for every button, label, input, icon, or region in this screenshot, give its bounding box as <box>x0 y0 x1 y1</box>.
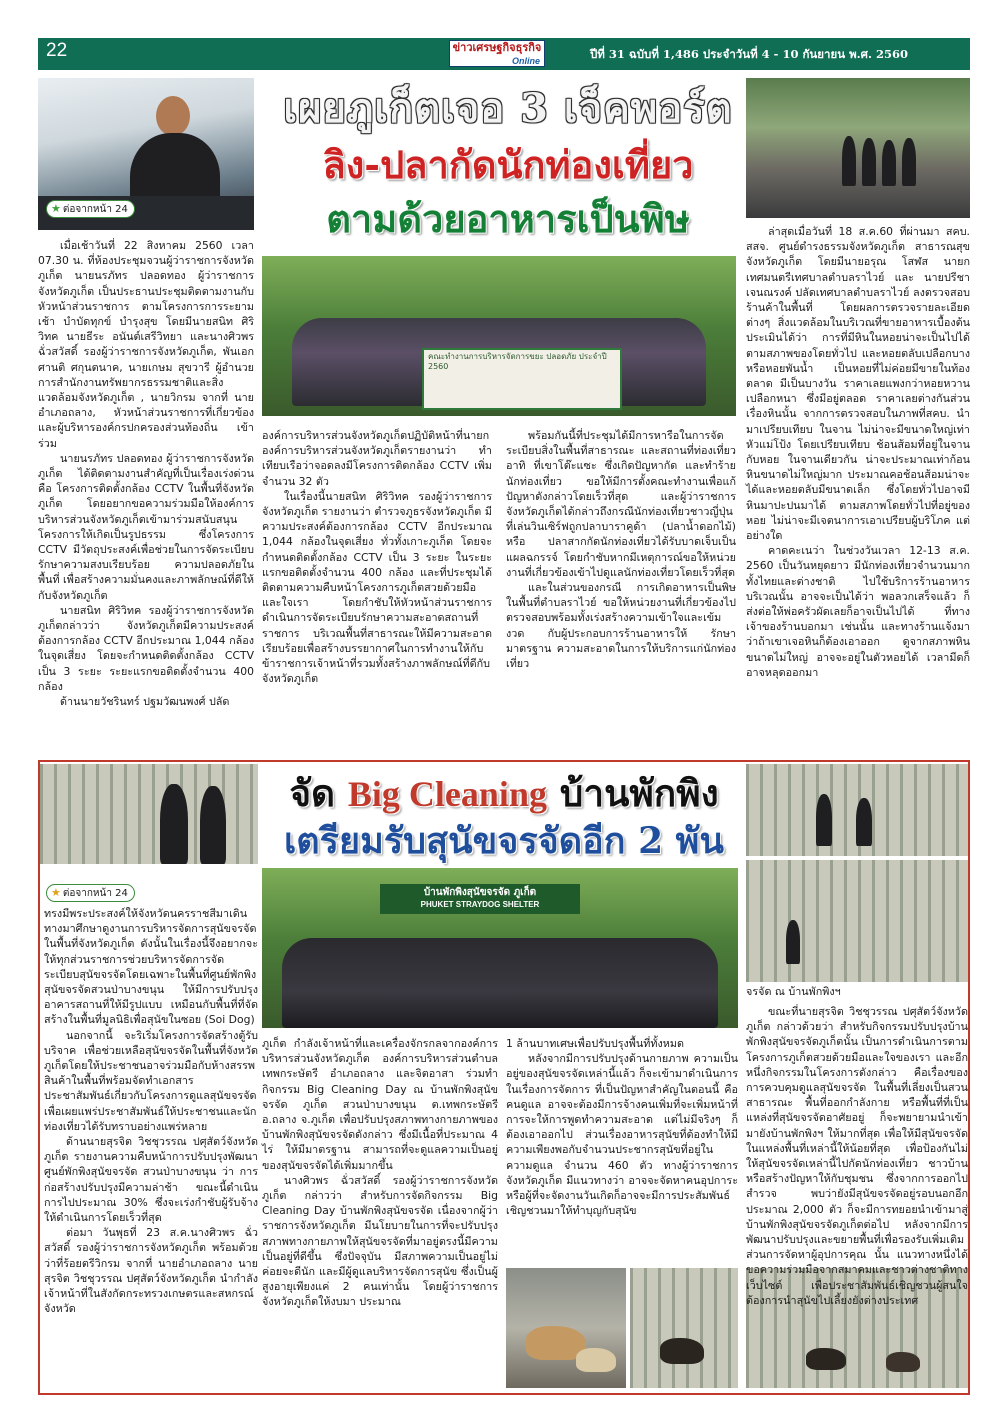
photo-dogs-right <box>630 1268 738 1388</box>
newspaper-logo <box>449 40 545 67</box>
shelter-sign <box>380 884 580 914</box>
paragraph: ขณะที่นายสุรจิต วิชชุวรรณ ปศุสัตว์จังหวัดภูเก็ต กล่าวด้วยว่า สำหรับกิจกรรมปรับปรุงบ้านพักพิงสุนัขจรจัดภูเก็ตนั้น เป็นการดำเนินการตามโครงการภูเก็ตสวยด้วยมือและใจของเรา และอีกหนึ่งกิจกรรมในโครงการดังกล่าว คือเรื่องของการควบคุมดูแลสุนัขจรจัด ในพื้นที่เลี่ยงเป็นสวนสาธารณะ พื้นที่ออกกำลังกาย หรือพื้นที่ที่เป็นแหล่งที่สุนัขจรจัดอาศัยอยู่ ก็จะพยายามนำเข้ามายังบ้านพักพิงฯ ให้มากที่สุด เพื่อให้มีสุนัขจรจัดในแหล่งพื้นที่เหล่านี้ให้น้อยที่สุด เพื่อป้องกันไม่ให้สุนัขจรจัดเหล่านี้ไปกัดนักท่องเที่ยว ชาวบ้าน หรือสร้างปัญหาให้กับชุมชน ซึ่งจากการออกไปสำรวจ พบว่ายังมีสุนัขจรจัดอยู่รอบนอกอีกประมาณ 2,000 ตัว ก็จะมีการทยอยนำเข้ามาสู่บ้านพักพิงสุนัขจรจัดภูเก็ตต่อไป หลังจากมีการพัฒนาปรับปรุงและขยายพื้นที่เพื่อรองรับเพิ่มเติม ส่วนการจัดหาผู้อุปการคุณ นั้น แนวทางหนึ่งได้ขอความร่วมมือจากสมาคมและชาวต่างชาติทางเว็บไซต์ เพื่อประชาสัมพันธ์เชิญชวนผู้สนใจต้องการนำสุนัขไปเลี้ยงยังต่างประเทศ <box>746 1005 968 1307</box>
paragraph: 1 ล้านบาทเศษเพื่อปรับปรุงพื้นที่ทั้งหมด <box>506 1037 685 1050</box>
issue-info: ปีที่ 31 ฉบับที่ 1,486 ประจำวันที่ 4 - 10 กันยายน พ.ศ. 2560 <box>590 47 908 61</box>
photo-figure <box>816 794 832 846</box>
paragraph: ล่าสุดเมื่อวันที่ 18 ส.ค.60 ที่ผ่านมา สคบ. สสจ. ศูนย์ดำรงธรรมจังหวัดภูเก็ต สาธารณสุขจังหวัดภูเก็ต โดยมีนายอรุณ โสฬส นายกเทศมนตรีเทศบาลตำบลราไวย์ และ นายปรีชา เจนณรงค์ ปลัดเทศบาลตำบลราไวย์ ลงตรวจสอบร้านค้าในพื้นที่ โดยผลการตรวจรายละเอียดต่างๆ สิ่งแวดล้อมในบริเวณที่ขายอาหารเบื้องต้น ประเมินได้ว่า การที่มีหินในหอยน่าจะเป็นไปได้ตามสภาพของโดยทั่วไป และหอยตลับเปลือกบางหรือหอยพันน้ำ เป็นหอยที่ไม่ค่อยมีขายในท้องตลาด มีเป็นบางวัน ราคาเลยแพงกว่าหอยหวานเปลือกหนา ซึ่งมีอยู่ตลอด ราคาเลยต่างกันส่วนเรื่องหินนั้น จากการตรวจสอบในภาพที่สคบ. นำมาเปรียบเทียบ ในจาน ไม่น่าจะมีขนาดใหญ่เท่าหัวแม่โป้ง โดยเปรียบเทียบ ช้อนส้อมที่อยู่ในจานกับหอย ในจานเดียวกัน น่าจะประมาณเท่าก้อนหินขนาดไม่ใหญ่มาก ประมาณคอช้อนส้อมน่าจะได้และหอยตลับมีขนาดเล็ก ซึ่งโดยทั่วไปอาจมีหินมาปะปนมาได้ ตามสภาพโดยทั่วไปที่อยู่ของหอย ไม่น่าจะมีเจตนาการเอาเปรียบผู้บริโภค แต่อย่างใด <box>746 225 970 543</box>
continued-label: ต่อจากหน้า 24 <box>62 888 128 899</box>
article2-column-1 <box>44 906 258 1390</box>
photo-figure <box>786 920 800 964</box>
photo-figure <box>862 138 876 186</box>
photo-shelter-group <box>262 868 738 1028</box>
paragraph: นางศิวพร ฉั่วสวัสดิ์ รองผู้ว่าราชการจังหวัดภูเก็ต กล่าวว่า สำหรับการจัดกิจกรรม Big Cleaning Day บ้านพักพิงสุนัขจรจัด เนื่องจากผู้ว่าราชการจังหวัดภูเก็ต มีนโยบายในการที่จะปรับปรุงสภาพทางกายภาพให้สุนัขจรจัดที่มาอยู่ตรงนี้มีความเป็นอยู่ที่ดีขึ้น ซึ่งปัจจุบัน มีสภาพความเป็นอยู่ไม่ค่อยจะดีนัก และมีผู้ดูแลบริหารจัดการสุนัข ซึ่งเป็นผู้สูงอายุเพียงแค่ 2 คนเท่านั้น โดยผู้ว่าราชการจังหวัดภูเก็ตให้งบมา ประมาณ <box>262 1173 498 1309</box>
caption-right: จรจัด ณ บ้านพักพิงฯ <box>746 985 841 998</box>
continued-tag-2 <box>46 884 135 902</box>
photo-shelter-cages <box>746 764 968 856</box>
star-icon: ★ <box>51 886 61 899</box>
paragraph: ด้านนายวัชรินทร์ ปฐมวัฒนพงศ์ ปลัด <box>60 695 230 709</box>
headline-1-line-3: ตามด้วยอาหารเป็นพิษ <box>326 196 690 241</box>
paragraph: ภูเก็ต กำลังเจ้าหน้าที่และเครื่องจักรกลจากองค์การบริหารส่วนจังหวัดภูเก็ต องค์การบริหารส่วนตำบลเทพกระษัตรี อำเภอถลาง และจิตอาสา ร่วมทำกิจกรรม Big Cleaning Day ณ บ้านพักพิงสุนัขจรจัด ภูเก็ต สวนป่าบางขนุน ต.เทพกระษัตรี อ.ถลาง จ.ภูเก็ต เพื่อปรับปรุงสภาพทางกายภาพของบ้านพักพิงสุนัขจรจัดดังกล่าว ซึ่งมีเนื้อที่ประมาณ 4 ไร่ ให้มีมาตรฐาน สามารถที่จะดูแลความเป็นอยู่ของสุนัขจรจัดได้เพิ่มมากขึ้น <box>262 1037 498 1172</box>
article1-column-1 <box>38 238 254 746</box>
headline-2-post: บ้านพักพิง <box>546 771 719 815</box>
paragraph: หลังจากมีการปรับปรุงด้านกายภาพ ความเป็นอยู่ของสุนัขจรจัดเหล่านี้แล้ว ก็จะเข้ามาดำเนินการในเรื่องการจัดการ ที่เป็นปัญหาสำคัญในตอนนี้ คือคนดูแล อาจจะต้องมีการจ้างคนเพิ่มที่จะเพิ่มหน้าที่การจะให้การพูดทำความสะอาด แต่ไม่มีจริงๆ ก็ต้องเอาออกไป ส่วนเรื่องอาหารสุนัขที่ต้องทำให้มีความเพียงพอกับจำนวนประชากรสุนัขที่อยู่ในความดูแล จำนวน 460 ตัว ทางผู้ว่าราชการจังหวัดภูเก็ต มีแนวทางว่า อาจจะจัดหาคนอุปการะ หรือผู้ที่จะจัดงานวันเกิดก็อาจจะมีการประสัมพันธ์เชิญชวนมาให้ทำบุญกับสุนัข <box>506 1052 738 1218</box>
photo-market-inspection <box>746 78 970 218</box>
photo-dog <box>576 1348 616 1372</box>
continued-tag-1 <box>46 200 135 218</box>
headline-1-line-1: เผยภูเก็ตเจอ 3 เจ็คพอร์ต <box>283 85 733 132</box>
sign-english: PHUKET STRAYDOG SHELTER <box>420 900 540 909</box>
photo-dog <box>806 1348 846 1370</box>
paragraph: ทรงมีพระประสงค์ให้จังหวัดนครราชสีมาเดินทางมาศึกษาดูงานการบริหารจัดการสุนัขจรจัดในพื้นที่จังหวัดภูเก็ต ดังนั้นในเรื่องนี้จึงอยากจะให้ทุกส่วนราชการช่วยบริหารจัดการจัดระเบียบสุนัขจรจัดโดยเฉพาะในพื้นที่ศูนย์พักพิงสุนัขจรจัดสวนป่าบางขนุน ให้มีการปรับปรุงอาคารสถานที่ให้มีรูปแบบ เหมือนกับพื้นที่ที่จัดสร้างในพื้นที่มูลนิธิเพื่อสุนัขในซอย (Soi Dog) <box>44 907 258 1027</box>
photo-crowd <box>282 938 718 1028</box>
article2-column-3 <box>506 1036 738 1262</box>
photo-figure <box>902 138 916 186</box>
logo-title: ข่าวเศรษฐกิจธุรกิจ <box>452 42 542 54</box>
photo-figure <box>882 140 896 186</box>
photo-dogs-left <box>506 1268 626 1388</box>
photo-banner <box>422 348 622 410</box>
photo-group-meeting <box>262 256 736 416</box>
paragraph: นายนรภัทร ปลอดทอง ผู้ว่าราชการจังหวัดภูเก็ต ได้ติดตามงานสำคัญที่เป็นเรื่องเร่งด่วน คือ โครงการติดตั้งกล้อง CCTV ในพื้นที่จังหวัดภูเก็ต โดยอยากขอความร่วมมือให้องค์การบริหารส่วนจังหวัดภูเก็ตเข้ามาร่วมสนับสนุนโครงการให้เกิดเป็นรูปธรรม ซึ่งโครงการ CCTV มีวัตถุประสงค์เพื่อช่วยในการจัดระเบียบรักษาความสงบเรียบร้อย ความปลอดภัยในพื้นที่ เพื่อสร้างความมั่นคงและภาพลักษณ์ที่ดีให้กับจังหวัดภูเก็ต <box>38 451 254 602</box>
page-number: 22 <box>46 40 68 61</box>
paragraph: เมื่อเช้าวันที่ 22 สิงหาคม 2560 เวลา 07.30 น. ที่ห้องประชุมจวนผู้ว่าราชการจังหวัดภูเก็ต นายนรภัทร ปลอดทอง ผู้ว่าราชการจังหวัดภูเก็ต เป็นประธานประชุมติดตามงานกับหัวหน้าส่วนราชการ ตามโครงการการระยามเช้า บำบัดทุกข์ บำรุงสุข โดยมีนายสนิท ศิริวิทค นายธีระ อนันต์เสรีวิทยา และนางศิวพร ฉั่วสวัสดิ์ รองผู้ว่าราชการจังหวัดภูเก็ต, พันเอก ศานติ ศกุนตนาค, นายเกษม สุขวารี ผู้อำนวยการสำนักงานทรัพยากรธรรมชาติและสิ่งแวดล้อมจังหวัดภูเก็ต , นายวิกรม จากที่ นายอำเภอถลาง, หัวหน้าส่วนราชการที่เกี่ยวข้อง และผู้บริหารองค์กรปกครองส่วนท้องถิ่น เข้าร่วม <box>38 239 254 450</box>
paragraph: พร้อมกันนี้ที่ประชุมได้มีการหารือในการจัดระเบียบสิ่งในพื้นที่สาธารณะ และสถานที่ท่องเที่ยว อาทิ ที่เขาโต๊ะแซะ ซึ่งเกิดปัญหากัด และทำร้ายนักท่องเที่ยว ขอให้มีการตั้งคณะทำงานเพื่อแก้ปัญหาดังกล่าวโดยเร็วที่สุด และผู้ว่าราชการจังหวัดภูเก็ตได้กล่าวถึงกรณีนักท่องเที่ยวชาวญี่ปุ่นที่เล่นวินเซิร์ฟถูกปลาบาราคูด้า (ปลาน้ำดอกไม้) หรือ ปลาสากกัดนักท่องเที่ยวได้รับบาดเจ็บเป็นแผลฉกรรจ์ โดยกำชับหากมีเหตุการณ์ขอให้หน่วยงานที่เกี่ยวข้องเข้าไปดูแลนักท่องเที่ยวโดยเร็วที่สุด <box>506 429 736 579</box>
photo-dog <box>886 1352 920 1372</box>
paragraph: ในเรื่องนี้นายสนิท ศิริวิทค รองผู้ว่าราชการจังหวัดภูเก็ต รายงานว่า ตำรวจภูธรจังหวัดภูเก็ต มีความประสงค์ต้องการกล้อง CCTV อีกประมาณ 1,044 กล้องในจุดเสี่ยง ทั่วทั้งเกาะภูเก็ต โดยจะกำหนดติดตั้งกล้อง CCTV เป็น 3 ระยะ ในระยะแรกขอติดตั้งจำนวน 400 กล้อง และที่ประชุมได้ติดตามความคืบหน้าโครงการภูเก็ตสวยด้วยมือและใจเรา โดยกำชับให้หัวหน้าส่วนราชการดำเนินการจัดระเบียบรักษาความสะอาดสถานที่ราชการ บริเวณพื้นที่สาธารณะให้มีความสะอาดเรียบร้อยเพื่อสร้างบรรยากาศในการทำงานให้กับข้าราชการเจ้าหน้าที่รวมทั้งสร้างภาพลักษณ์ที่ดีกับจังหวัดภูเก็ต <box>262 489 492 686</box>
headline-2-english: Big Cleaning <box>347 774 547 814</box>
headline-1-line-2: ลิง-ปลากัดนักท่องเที่ยว <box>322 142 694 187</box>
sign-thai: บ้านพักพิงสุนัขจรจัด ภูเก็ต <box>423 887 537 898</box>
article2-column-4 <box>746 1004 968 1307</box>
headline-2-line-1 <box>262 770 746 817</box>
photo-dog <box>660 1338 704 1364</box>
paragraph: และในส่วนของกรณี การเกิดอาหารเป็นพิษในพื้นที่ตำบลราไวย์ ขอให้หน่วยงานที่เกี่ยวข้องไปตรวจสอบพร้อมทั้งเร่งสร้างความเข้าใจและเข้มงวด กับผู้ประกอบการร้านอาหารให้ รักษามาตรฐาน ความสะอาดในการให้บริการแก่นักท่องเที่ยว <box>506 581 736 671</box>
article1-column-2 <box>262 428 492 746</box>
star-icon: ★ <box>51 202 61 215</box>
photo-figure <box>842 136 856 186</box>
continued-label: ต่อจากหน้า 24 <box>62 204 128 215</box>
article2-column-2 <box>262 1036 498 1390</box>
paragraph: ต่อมา วันพุธที่ 23 ส.ค.นางศิวพร ฉั่วสวัสดิ์ รองผู้ว่าราชการจังหวัดภูเก็ต พร้อมด้วยว่าที่ร้อยตรีวิกรม จากที่ นายอำเภอถลาง นายสุรจิต วิชชุวรรณ ปศุสัตว์จังหวัดภูเก็ต นำกำลังเจ้าหน้าที่ในสังกัดกระทรวงเกษตรและสหกรณ์จังหวัด <box>44 1226 258 1316</box>
photo-figure-head <box>156 96 190 136</box>
paragraph: นายสนิท ศิริวิทค รองผู้ว่าราชการจังหวัดภูเก็ตกล่าวว่า จังหวัดภูเก็ตมีความประสงค์ต้องการกล้อง CCTV อีกประมาณ 1,044 กล้อง ในจุดเสี่ยง โดยจะกำหนดติดตั้งกล้อง CCTV เป็น 3 ระยะ ระยะแรกขอติดตั้งจำนวน 400 กล้อง <box>38 603 254 693</box>
article1-column-3 <box>506 428 736 746</box>
photo-figure <box>856 798 872 846</box>
photo-figure <box>160 784 188 864</box>
logo-online: Online <box>511 56 540 66</box>
photo-shelter-interior <box>746 860 968 982</box>
paragraph: ด้านนายสุรจิต วิชชุวรรณ ปศุสัตว์จังหวัดภูเก็ต รายงานความคืบหน้าการปรับปรุงพัฒนาศูนย์พักพิงสุนัขจรจัด สวนป่าบางขนุน ว่า การก่อสร้างปรับปรุงมีความล่าช้า ขณะนี้ดำเนินการไปประมาณ 30% ซึ่งจะเร่งกำชับผู้รับจ้างให้ดำเนินการโดยเร็วที่สุด <box>44 1135 258 1225</box>
article1-column-4 <box>746 224 970 746</box>
banner-text: คณะทำงานการบริหารจัดการขยะ ปลอดภัย ประจำปี 2560 <box>428 352 607 371</box>
paragraph: องค์การบริหารส่วนจังหวัดภูเก็ตปฏิบัติหน้าที่นายกองค์การบริหารส่วนจังหวัดภูเก็ตรายงานว่า ทำเทียบเรือว่าจอดลงมีโครงการติดกล้อง CCTV เพิ่มจำนวน 32 ตัว <box>262 429 492 488</box>
paragraph: นอกจากนี้ จะริเริ่มโครงการจัดสร้างตู้รับบริจาค เพื่อช่วยเหลือสุนัขจรจัดในพื้นที่จังหวัดภูเก็ตโดยให้ประชาชนอาจร่วมมือกับห้างสรรพสินค้าในพื้นที่พร้อมจัดทำเอกสารประชาสัมพันธ์เกี่ยวกับโครงการดูแลสุนัขจรจัดเพื่อเผยแพร่ประชาสัมพันธ์ให้ประชาชนและนักท่องเที่ยวได้รับทราบอย่างแพร่หลาย <box>44 1028 258 1133</box>
paragraph: คาดคะเนว่า ในช่วงวันเวลา 12-13 ส.ค. 2560 เป็นวันหยุดยาว มีนักท่องเที่ยวจำนวนมากทั้งไทยและต่างชาติ ไปใช้บริการร้านอาหารบริเวณนั้น อาจจะเป็นได้ว่า พอลวกเสร็จแล้ว ก็ส่งต่อให้พ่อครัวผัดเลยก็อาจเป็นไปได้ ที่ทางเจ้าของร้านบอกมา เช่นนั้น และทางร้านแจ้งมาว่าถ้าเขาเจอหินก็ต้องเอาออก ดูจากสภาพหินขนาดไม่ใหญ่ อาจจะอยู่ในตัวหอยได้ เวลามีดก็อาจหลุดออกมา <box>746 544 970 679</box>
photo-figure <box>200 786 226 864</box>
photo-cleaning-cages <box>40 764 258 864</box>
headline-2-pre: จัด <box>289 771 348 815</box>
headline-2-line-2: เตรียมรับสุนัขจรจัดอีก 2 พัน <box>284 820 724 862</box>
